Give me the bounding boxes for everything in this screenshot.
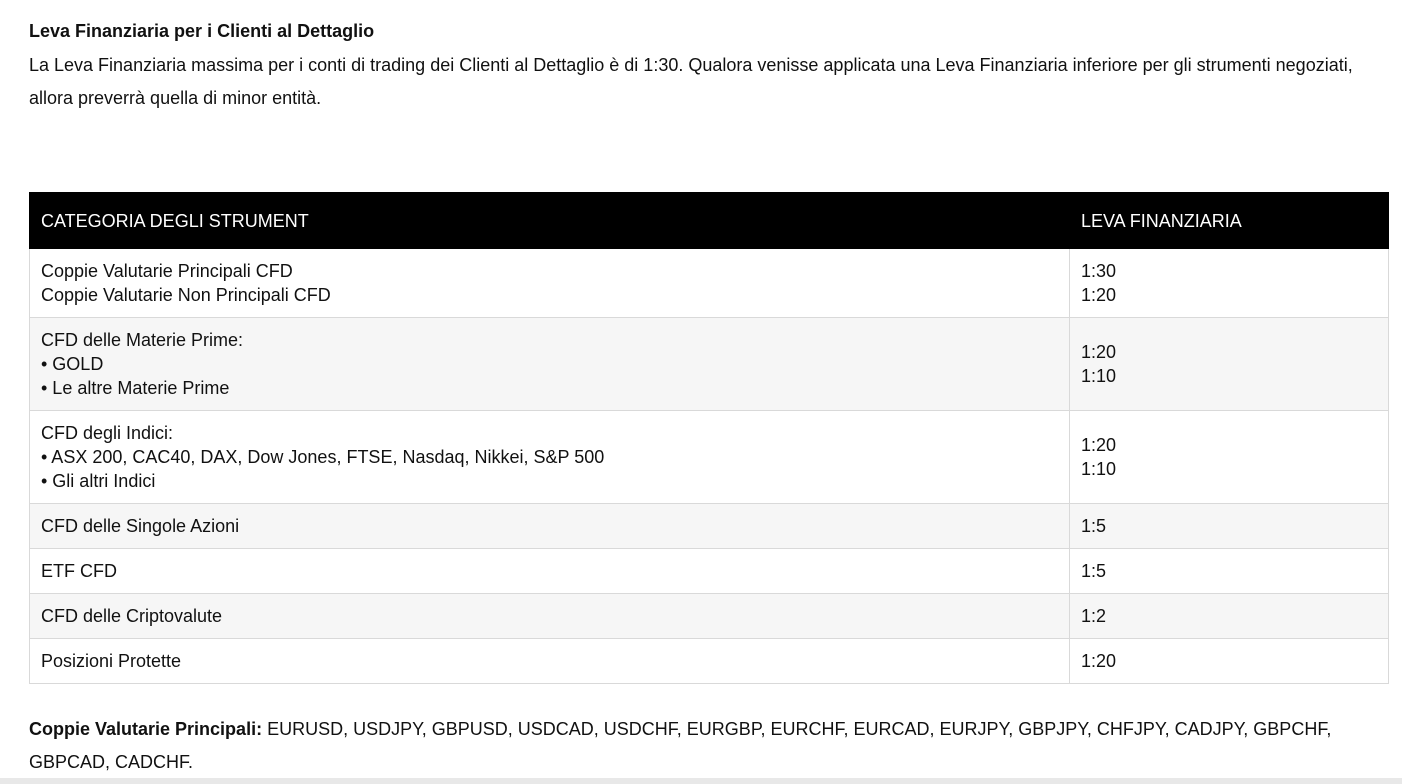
category-line: CFD degli Indici:: [41, 423, 174, 443]
table-row: [30, 318, 1389, 411]
leverage-line: 1:30: [1081, 261, 1117, 281]
table-row: [30, 411, 1389, 504]
table-row: [30, 594, 1389, 639]
category-cell: [30, 639, 1070, 684]
category-line: CFD delle Singole Azioni: [41, 516, 240, 536]
table-row: [30, 639, 1389, 684]
category-line: • ASX 200, CAC40, DAX, Dow Jones, FTSE, Nasdaq, Nikkei, S&P 500: [41, 447, 605, 467]
section-intro: La Leva Finanziaria massima per i conti di trading dei Clienti al Dettaglio è di 1:30. Qualora venisse applicata una Leva Finanziaria inferiore per gli strumenti negoziati, allora preverrà quella di minor entità.: [29, 55, 1353, 108]
leverage-line: 1:20: [1081, 435, 1117, 455]
category-line: • GOLD: [41, 354, 104, 374]
section-title: Leva Finanziaria per i Clienti al Dettaglio: [29, 21, 375, 41]
category-line: Coppie Valutarie Non Principali CFD: [41, 285, 331, 305]
leverage-line: 1:2: [1081, 606, 1107, 626]
category-cell: [30, 411, 1070, 504]
leverage-cell: [1070, 504, 1389, 549]
footnote-text: EURUSD, USDJPY, GBPUSD, USDCAD, USDCHF, EURGBP, EURCHF, EURCAD, EURJPY, GBPJPY, CHFJPY, CADJPY, GBPCHF, GBPCAD, CADCHF.: [29, 719, 1332, 772]
category-line: • Le altre Materie Prime: [41, 378, 230, 398]
category-line: CFD delle Materie Prime:: [41, 330, 244, 350]
leverage-cell: [1070, 318, 1389, 411]
table-header-row: [30, 193, 1389, 249]
header-leverage: LEVA FINANZIARIA: [1070, 193, 1389, 249]
leverage-line: 1:20: [1081, 285, 1117, 305]
leverage-line: 1:10: [1081, 366, 1117, 386]
bottom-edge-bar: [0, 778, 1402, 784]
leverage-cell: [1070, 639, 1389, 684]
leverage-line: 1:10: [1081, 459, 1117, 479]
category-line: CFD delle Criptovalute: [41, 606, 223, 626]
table-row: [30, 249, 1389, 318]
category-cell: [30, 504, 1070, 549]
leverage-cell: [1070, 549, 1389, 594]
leverage-table: [29, 192, 1389, 684]
leverage-line: 1:5: [1081, 561, 1107, 581]
footnote: [29, 713, 1389, 779]
category-cell: [30, 549, 1070, 594]
content: [29, 0, 1389, 772]
leverage-cell: [1070, 411, 1389, 504]
leverage-cell: [1070, 594, 1389, 639]
leverage-cell: [1070, 249, 1389, 318]
category-cell: [30, 318, 1070, 411]
category-line: • Gli altri Indici: [41, 471, 156, 491]
leverage-line: 1:20: [1081, 342, 1117, 362]
header-category: CATEGORIA DEGLI STRUMENT: [30, 193, 1070, 249]
leverage-line: 1:5: [1081, 516, 1107, 536]
category-line: Coppie Valutarie Principali CFD: [41, 261, 293, 281]
category-cell: [30, 249, 1070, 318]
footnote-label: Coppie Valutarie Principali:: [29, 719, 263, 739]
table-row: [30, 504, 1389, 549]
category-line: Posizioni Protette: [41, 651, 182, 671]
category-line: ETF CFD: [41, 561, 117, 581]
table-row: [30, 549, 1389, 594]
leverage-line: 1:20: [1081, 651, 1117, 671]
category-cell: [30, 594, 1070, 639]
